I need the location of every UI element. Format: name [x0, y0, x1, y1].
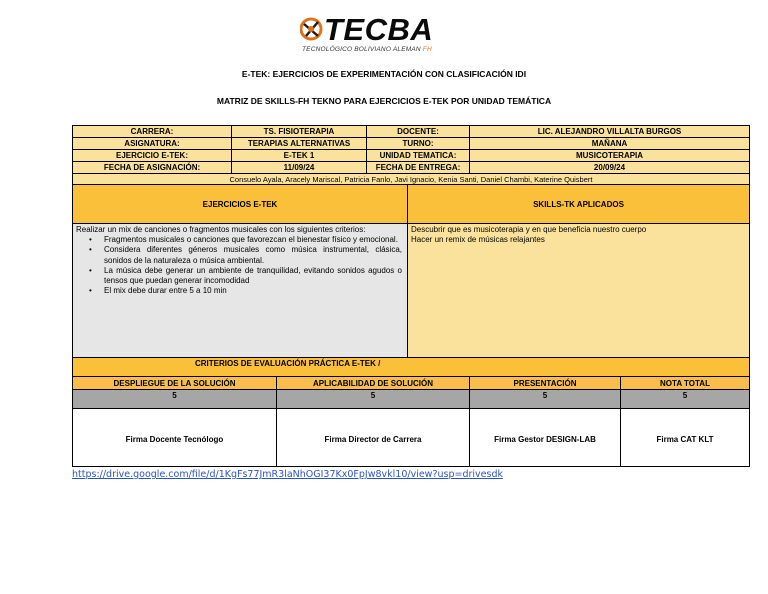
entrega-value: 20/09/24	[469, 161, 750, 174]
firma-cat: Firma CAT KLT	[620, 408, 750, 467]
docente-value: LIC. ALEJANDRO VILLALTA BURGOS	[469, 125, 750, 138]
firma-docente: Firma Docente Tecnólogo	[72, 408, 277, 467]
ejercicios-criteria-list	[76, 235, 404, 296]
unidad-value: MUSICOTERAPIA	[469, 149, 750, 162]
score-aplicabilidad: 5	[276, 389, 470, 409]
carrera-value: TS. FISIOTERAPIA	[231, 125, 367, 138]
ejercicio-value: E-TEK 1	[231, 149, 367, 162]
carrera-label: CARRERA:	[72, 125, 232, 138]
unidad-label: UNIDAD TEMATICA:	[366, 149, 470, 162]
score-presentacion: 5	[469, 389, 621, 409]
criterio-despliegue: DESPLIEGUE DE LA SOLUCIÓN	[72, 376, 277, 390]
skills-line: Descubrir que es musicoterapia y en que beneficia nuestro cuerpo	[411, 225, 647, 234]
ejercicios-body	[72, 223, 408, 358]
entrega-label: FECHA DE ENTREGA:	[366, 161, 470, 174]
logo-wordmark: TECBA	[324, 12, 434, 47]
criterio-aplicabilidad: APLICABILIDAD DE SOLUCIÓN	[276, 376, 470, 390]
drive-link[interactable]: https://drive.google.com/file/d/1KgFs77JmR3laNhOGI37Kx0FpJw8vkl10/view?usp=drivesdk	[72, 469, 503, 480]
criterio-presentacion: PRESENTACIÓN	[469, 376, 621, 390]
firma-gestor: Firma Gestor DESIGN-LAB	[469, 408, 621, 467]
list-item: • Considera diferentes géneros musicales como música instrumental, clásica, sonidos de la naturaleza o música ambiental.	[104, 245, 404, 265]
asignacion-label: FECHA DE ASIGNACIÓN:	[72, 161, 232, 174]
score-nota-total: 5	[620, 389, 750, 409]
tecba-logo	[300, 12, 450, 56]
skills-line: Hacer un remix de músicas relajantes	[411, 235, 545, 245]
score-despliegue: 5	[72, 389, 277, 409]
criterio-nota-total: NOTA TOTAL	[620, 376, 750, 390]
list-item: • Fragmentos musicales o canciones que favorezcan el bienestar físico y emocional.	[104, 235, 404, 245]
list-item: • La música debe generar un ambiente de tranquilidad, evitando sonidos agudos o tensos que puedan generar incomodidad	[104, 266, 404, 286]
docente-label: DOCENTE:	[366, 125, 470, 138]
logo-tagline: TECNOLÓGICO BOLIVIANO ALEMAN FH	[302, 46, 432, 53]
asignatura-label: ASIGNATURA:	[72, 137, 232, 150]
ejercicios-intro: Realizar un mix de canciones o fragmentos musicales con los siguientes criterios:	[76, 225, 366, 234]
criterios-header: CRITERIOS DE EVALUACIÓN PRÁCTICA E-TEK /	[72, 357, 750, 377]
ejercicio-label: EJERCICIO E-TEK:	[72, 149, 232, 162]
list-item: • El mix debe durar entre 5 a 10 min	[104, 286, 404, 296]
turno-value: MAÑANA	[469, 137, 750, 150]
document-subtitle: MATRIZ DE SKILLS-FH TEKNO PARA EJERCICIOS E-TEK POR UNIDAD TEMÁTICA	[216, 96, 552, 106]
skills-body	[407, 223, 750, 358]
ejercicios-header: EJERCICIOS E-TEK	[72, 184, 408, 224]
students-list: Consuelo Ayala, Aracely Mariscal, Patricia Fanlo, Javi Ignacio, Kenia Santi, Daniel Chambi, Katerine Quisbert	[72, 173, 750, 185]
asignatura-value: TERAPIAS ALTERNATIVAS	[231, 137, 367, 150]
firma-director: Firma Director de Carrera	[276, 408, 470, 467]
document-title: E-TEK: EJERCICIOS DE EXPERIMENTACIÓN CON CLASIFICACIÓN IDI	[241, 69, 527, 79]
skills-header: SKILLS-TK APLICADOS	[407, 184, 750, 224]
asignacion-value: 11/09/24	[231, 161, 367, 174]
tecba-logo-mark-icon	[300, 15, 326, 43]
turno-label: TURNO:	[366, 137, 470, 150]
